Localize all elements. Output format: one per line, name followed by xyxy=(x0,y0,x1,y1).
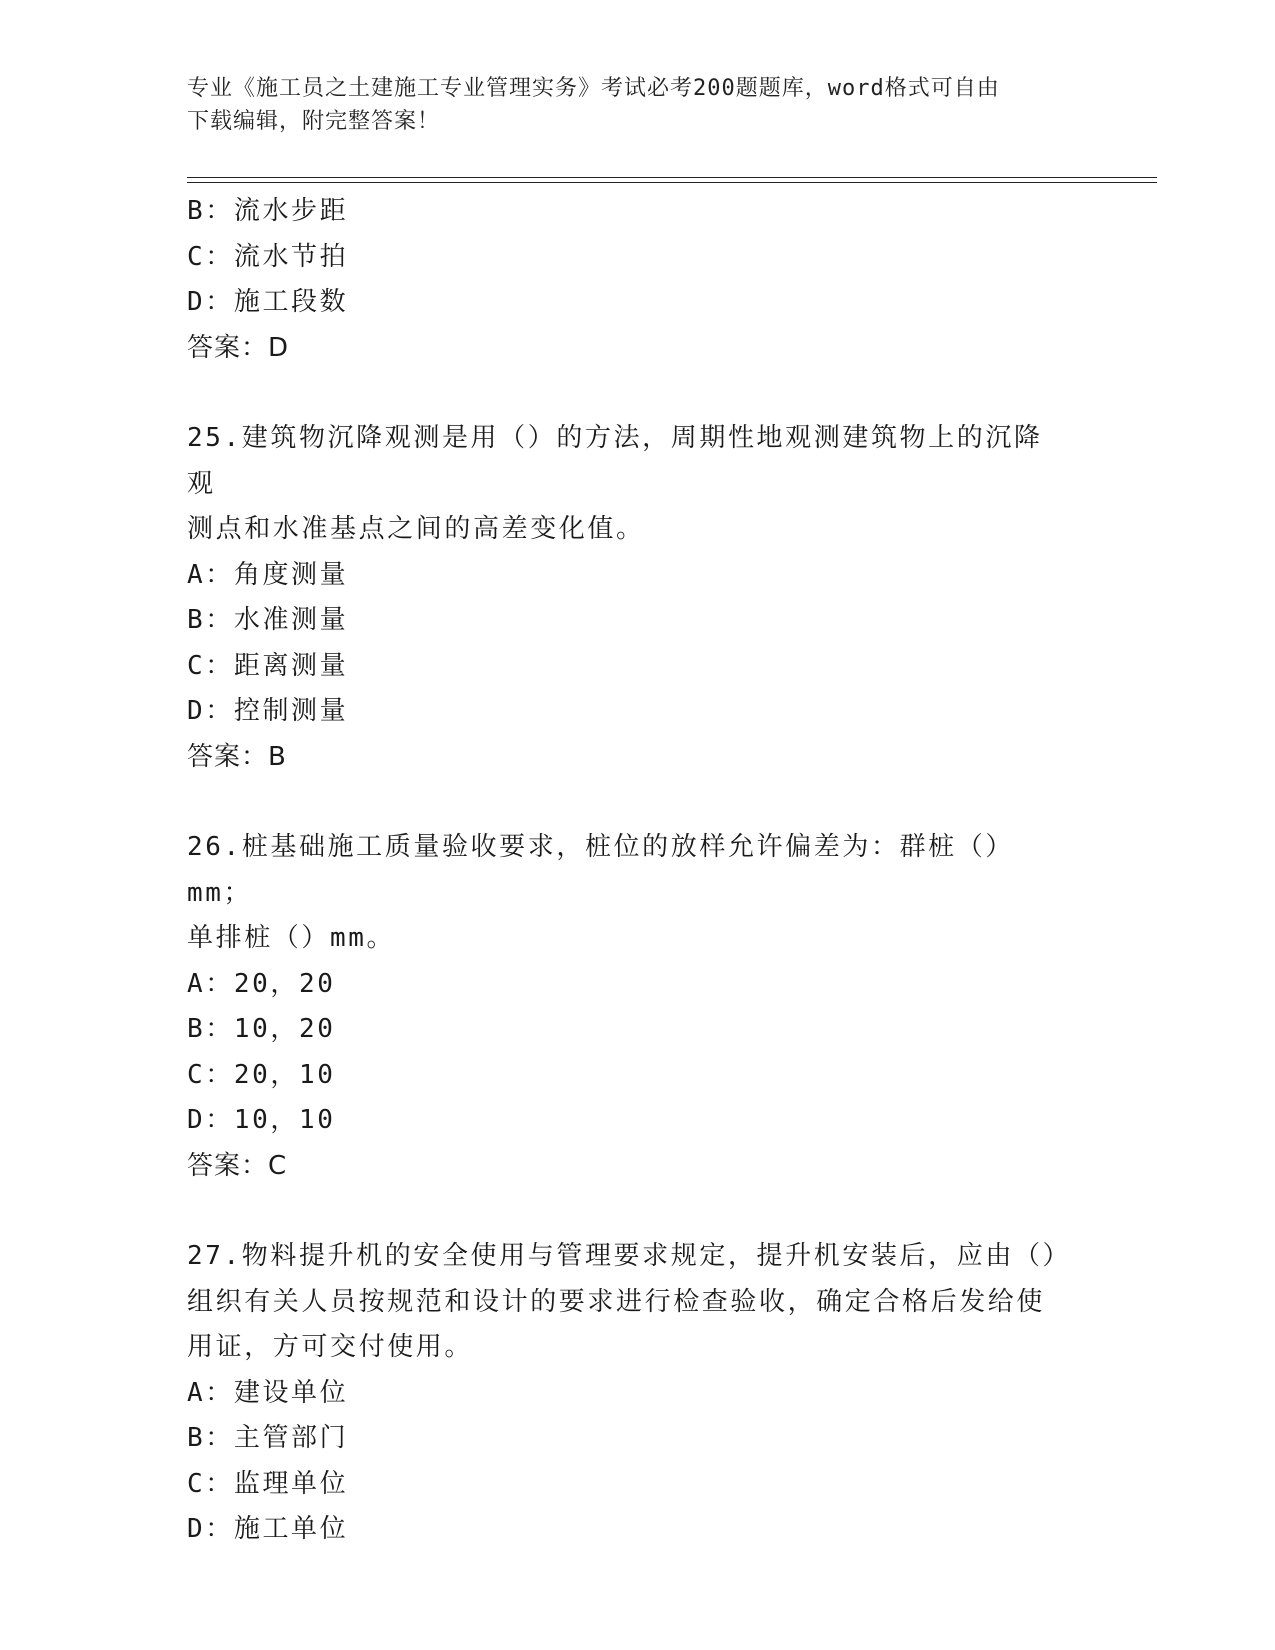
answer-label: 答案：D xyxy=(187,332,290,363)
question-text-line: 25.建筑物沉降观测是用（）的方法，周期性地观测建筑物上的沉降观 xyxy=(187,423,1043,499)
option-d: D：施工段数 xyxy=(187,287,349,317)
option-c: C：20，10 xyxy=(187,1059,336,1090)
option-d: D：控制测量 xyxy=(187,696,349,726)
option-b: B：水准测量 xyxy=(187,605,349,635)
question-24-continued xyxy=(187,189,1087,371)
answer-label: 答案：B xyxy=(187,741,287,772)
option-a: A：角度测量 xyxy=(187,559,349,590)
option-c: C：流水节拍 xyxy=(187,241,349,272)
question-text-line: 27.物料提升机的安全使用与管理要求规定，提升机安装后，应由（） xyxy=(187,1241,1072,1271)
document-page xyxy=(187,0,1157,1650)
option-a: A：建设单位 xyxy=(187,1377,349,1408)
option-d: D：施工单位 xyxy=(187,1514,349,1544)
question-text-line: 用证，方可交付使用。 xyxy=(187,1332,474,1362)
question-text xyxy=(187,1234,1072,1371)
answer-label: 答案：C xyxy=(187,1150,288,1181)
question-27 xyxy=(187,1234,1087,1553)
header-divider-bottom xyxy=(187,182,1157,183)
option-d: D：10，10 xyxy=(187,1105,336,1135)
option-c: C：监理单位 xyxy=(187,1468,349,1499)
question-text xyxy=(187,825,1067,962)
document-header xyxy=(187,72,1067,138)
question-text xyxy=(187,416,1067,553)
option-c: C：距离测量 xyxy=(187,650,349,681)
header-line-1: 专业《施工员之土建施工专业管理实务》考试必考200题题库，word格式可自由 xyxy=(187,76,1000,101)
option-b: B：主管部门 xyxy=(187,1423,349,1453)
question-text-line: 单排桩（）mm。 xyxy=(187,923,396,953)
question-text-line: 26.桩基础施工质量验收要求，桩位的放样允许偏差为：群桩（）mm； xyxy=(187,832,1014,908)
option-a: A：20，20 xyxy=(187,968,336,999)
option-b: B：10，20 xyxy=(187,1014,336,1044)
question-content xyxy=(187,189,1087,1553)
question-26 xyxy=(187,825,1087,1189)
question-text-line: 测点和水准基点之间的高差变化值。 xyxy=(187,514,645,544)
question-25 xyxy=(187,416,1087,780)
header-line-2: 下载编辑，附完整答案！ xyxy=(187,109,441,134)
option-b: B：流水步距 xyxy=(187,196,349,226)
header-divider-top xyxy=(187,177,1157,178)
question-text-line: 组织有关人员按规范和设计的要求进行检查验收，确定合格后发给使 xyxy=(187,1286,1046,1317)
